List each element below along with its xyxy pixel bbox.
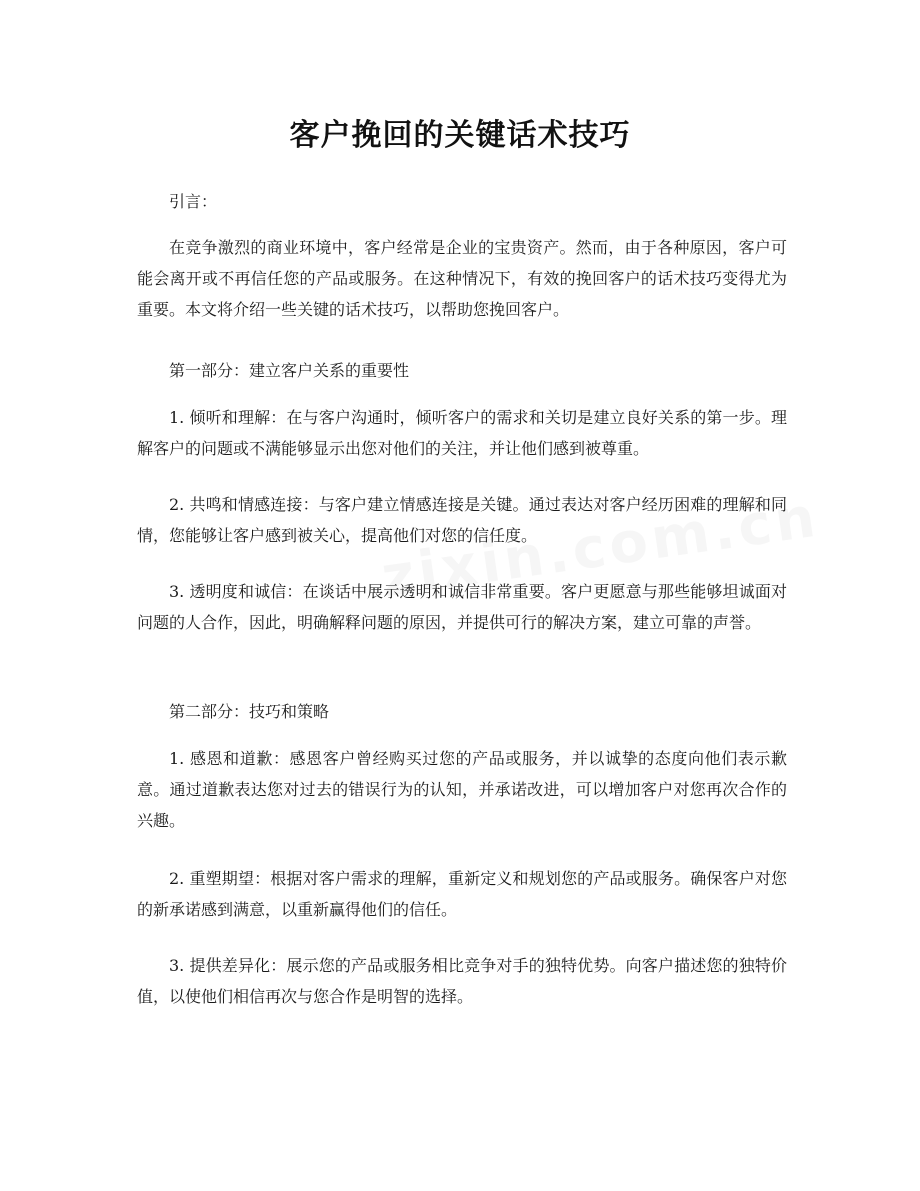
intro-heading: 引言： [169, 192, 218, 211]
intro-paragraph: 在竞争激烈的商业环境中，客户经常是企业的宝贵资产。然而，由于各种原因，客户可能会离开或不再信任您的产品或服务。在这种情况下，有效的挽回客户的话术技巧变得尤为重要。本文将介绍一些关键的话术技巧，以帮助您挽回客户。 [137, 238, 787, 319]
section-1-item-3: 3. 透明度和诚信：在谈话中展示透明和诚信非常重要。客户更愿意与那些能够坦诚面对问题的人合作，因此，明确解释问题的原因，并提供可行的解决方案，建立可靠的声誉。 [137, 582, 787, 632]
section-2-item-3: 3. 提供差异化：展示您的产品或服务相比竞争对手的独特优势。向客户描述您的独特价值，以使他们相信再次与您合作是明智的选择。 [137, 956, 787, 1006]
section-1-heading: 第一部分：建立客户关系的重要性 [169, 361, 410, 380]
section-2-heading: 第二部分：技巧和策略 [169, 702, 330, 721]
section-2-item-2: 2. 重塑期望：根据对客户需求的理解，重新定义和规划您的产品或服务。确保客户对您的新承诺感到满意，以重新赢得他们的信任。 [137, 869, 787, 919]
section-2-item-1: 1. 感恩和道歉：感恩客户曾经购买过您的产品或服务，并以诚挚的态度向他们表示歉意。通过道歉表达您对过去的错误行为的认知，并承诺改进，可以增加客户对您再次合作的兴趣。 [137, 749, 787, 830]
document-title: 客户挽回的关键话术技巧 [289, 118, 631, 153]
section-1-item-2: 2. 共鸣和情感连接：与客户建立情感连接是关键。通过表达对客户经历困难的理解和同情，您能够让客户感到被关心，提高他们对您的信任度。 [137, 495, 787, 545]
section-1-item-1: 1. 倾听和理解：在与客户沟通时，倾听客户的需求和关切是建立良好关系的第一步。理解客户的问题或不满能够显示出您对他们的关注，并让他们感到被尊重。 [137, 408, 787, 458]
